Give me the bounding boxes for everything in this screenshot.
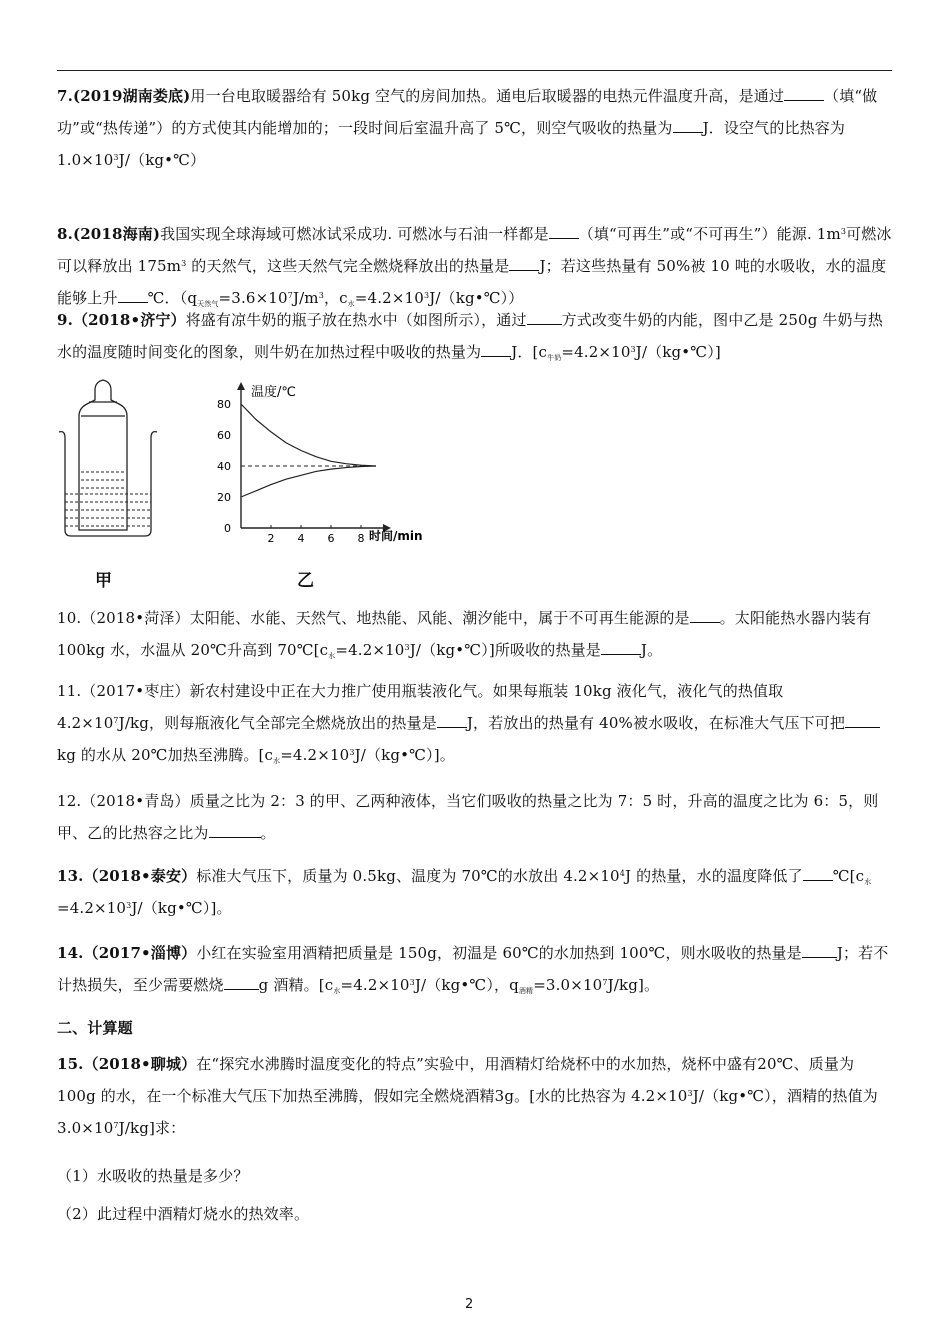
series-line-牛奶 [241,466,376,497]
y-tick-label: 80 [217,398,231,411]
temperature-time-chart [205,378,445,548]
caption-yi: 乙 [297,571,314,591]
water-level-lines [65,472,151,526]
q14-blank-1[interactable] [802,944,837,958]
y-tick-label: 0 [224,522,231,535]
q9-blank-1[interactable] [527,311,562,325]
q15-sub-2: （2）此过程中酒精灯烧水的热效率。 [57,1205,310,1223]
q14-number: 14.（ [57,944,99,962]
q13-source: 2018•泰安） [98,867,197,885]
x-tick-label: 4 [297,532,305,545]
question-8: 8.(2018海南)我国实现全球海域可燃冰试采成功. 可燃冰与石油一样都是 （填“可再生”或“不可再生”）能源. $1m^3$可燃冰可以释放出 $175m^3$ 的天然气，这些天然气完全燃烧释放出的热量是 J；若这些热量有 50%被 10 吨的水吸收，水的温度能够上升 ℃．（$q_{天然气}=3.6\times 10^7J/m^3$，$c_水=4.2\times 10^3J/(kg•℃)$） [57,225,892,308]
question-10: 10.（2018•菏泽）太阳能、水能、天然气、地热能、风能、潮汐能中，属于不可再生能源的是 。太阳能热水器内装有 100kg 水，水温从 20℃升高到 $70℃[c_水=4.2\times 10^3J/(kg•℃)]$所吸收的热量是 J。 [57,609,872,660]
q8-number: 8.( [57,225,81,243]
question-13: 13.（2018•泰安）标准大气压下，质量为 0.5kg、温度为 70℃的水放出 $4.2\times 10^4J$ 的热量，水的温度降低了 $℃[c_水=4.2\times 10^3J/(kg•℃)]$。 [57,867,872,917]
q15-sub-1: （1）水吸收的热量是多少？ [57,1167,249,1185]
y-tick-label: 20 [217,491,231,504]
q14-blank-2[interactable] [224,976,259,990]
q7-blank-2[interactable] [673,119,703,133]
q7-number: 7.( [57,87,81,105]
question-7: 7.(2019湖南娄底)用一台电取暖器给有 50kg 空气的房间加热。通电后取暖器的电热元件温度升高，是通过 （填“做功”或“热传递”）的方式使其内能增加的；一段时间后室温升高了 5℃，则空气吸收的热量为 J．设空气的比热容为 $1.0\times 10^3J/(kg•℃)$ [57,87,878,169]
q11-head: 11.（2017•枣庄） [57,682,190,700]
page-number: 2 [465,1297,474,1312]
section-calc-title: 二、计算题 [57,1019,133,1037]
q11-blank-2[interactable] [845,714,880,728]
q13-number: 13.（ [57,867,99,885]
x-tick-label: 2 [267,532,275,545]
question-12: 12.（2018•青岛）质量之比为 2：3 的甲、乙两种液体，当它们吸收的热量之比为 7：5 时，升高的温度之比为 6：5，则甲、乙的比热容之比为 。 [57,792,879,842]
q8-blank-2[interactable] [509,257,539,271]
q14-source: 2017•淄博） [98,944,197,962]
series-line-热水 [241,404,376,466]
q10-head: 10.（2018•菏泽） [57,609,190,627]
q8-blank-1[interactable] [549,225,579,239]
q7-blank-1[interactable] [784,87,824,101]
q13-blank-1[interactable] [803,867,833,881]
question-11: 11.（2017•枣庄）新农村建设中正在大力推广使用瓶装液化气。如果每瓶装 10kg 液化气，液化气的热值取 $4.2\times 10^7J/kg$，则每瓶液化气全部完全燃烧放出的热量是 J，若放出的热量有 40%被水吸收，在标准大气压下可把kg 的水从 20℃加热至沸腾。$[c_水=4.2\times 10^3J/(kg•℃)]$。 [57,675,893,771]
q7-source: 2019湖南娄底) [80,87,191,105]
q8-blank-3[interactable] [118,289,148,303]
q9-source: 2018•济宁） [88,311,186,329]
caption-jia: 甲 [95,571,112,591]
q15-source: 2018•聊城） [98,1055,197,1073]
question-9: 9.（2018•济宁）将盛有凉牛奶的瓶子放在热水中（如图所示），通过 方式改变牛奶的内能，图中乙是 250g 牛奶与热水的温度随时间变化的图象，则牛奶在加热过程中吸收的热量为 J．$[c_{牛奶}=4.2\times 10^3J/(kg•℃)]$ [57,311,883,362]
q15-number: 15.（ [57,1055,99,1073]
x-tick-label: 6 [327,532,335,545]
y-axis-arrow [237,382,245,390]
q8-source: 2018海南) [80,225,161,243]
q9-number: 9.（ [57,311,89,329]
x-axis-label: 时间/min [369,529,423,543]
y-axis-label: 温度/℃ [251,385,296,400]
beaker-outline [59,432,157,536]
q10-blank-1[interactable] [690,609,720,623]
header-rule [57,70,892,71]
q12-blank-1[interactable] [209,824,261,838]
beaker-bottle-figure [55,372,165,562]
x-tick-label: 8 [357,532,365,545]
question-14: 14.（2017•淄博）小红在实验室用酒精把质量是 150g，初温是 60℃的水加热到 100℃，则水吸收的热量是 J；若不计热损失，至少需要燃烧 g 酒精。[$c_水=4.2\times 10^3J/(kg•℃)$，$q_{酒精}=3.0\times 10^7J/kg$]。 [57,944,889,995]
q11-blank-1[interactable] [437,714,467,728]
q12-head: 12.（2018•青岛） [57,792,190,810]
y-tick-label: 60 [217,429,231,442]
q10-blank-2[interactable] [601,641,641,655]
q9-blank-2[interactable] [481,343,511,357]
y-tick-label: 40 [217,460,231,473]
question-15: 15.（2018•聊城）在“探究水沸腾时温度变化的特点”实验中，用酒精灯给烧杯中的水加热，烧杯中盛有20℃、质量为 100g 的水，在一个标准大气压下加热至沸腾，假如完全燃烧酒精3g。[水的比热容为 $4.2\times 10^3J/(kg•℃)$，酒精的热值为 $3.0\times 10^7J/kg$]求： [57,1055,878,1137]
